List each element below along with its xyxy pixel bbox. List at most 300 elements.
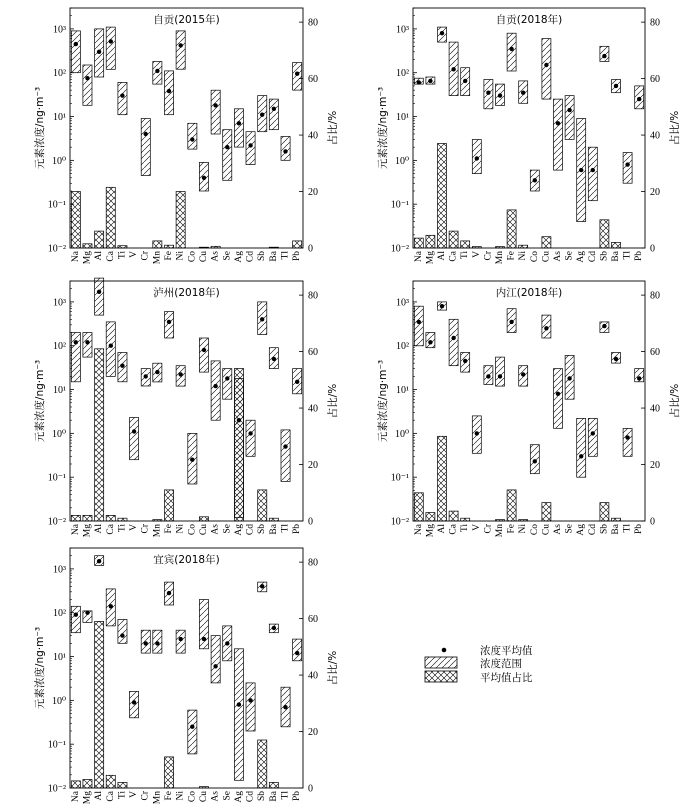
y-tick-label: 10⁻²	[47, 243, 66, 255]
range-box	[246, 132, 255, 165]
x-category-label: Sb	[257, 251, 268, 262]
mean-point	[167, 591, 171, 595]
x-category-label: Ba	[268, 524, 279, 535]
y-tick-label: 10²	[53, 608, 66, 620]
x-category-label: Ag	[233, 524, 244, 536]
range-box	[141, 119, 150, 176]
range-box	[449, 319, 458, 365]
range-box	[234, 649, 243, 781]
x-category-label: Ag	[576, 524, 587, 536]
x-category-label: Ca	[448, 524, 459, 535]
chart-panel-1	[33, 8, 339, 264]
mean-point	[213, 103, 217, 107]
mean-point	[451, 67, 455, 71]
mean-point	[74, 42, 78, 46]
x-category-label: Se	[564, 524, 575, 534]
y2-tick-label: 80	[650, 17, 660, 29]
y2-axis-label: 占比/%	[327, 383, 339, 419]
x-category-label: Ba	[268, 791, 279, 802]
range-box	[188, 710, 197, 754]
y-tick-label: 10¹	[53, 112, 66, 124]
x-category-label: Cd	[587, 524, 598, 536]
x-category-label: Sb	[257, 791, 268, 802]
share-bar	[106, 775, 115, 788]
x-category-label: V	[129, 251, 140, 258]
range-box	[246, 420, 255, 456]
chart-title: 泸州(2018年)	[153, 287, 220, 299]
y-tick-label: 10⁰	[394, 428, 409, 440]
x-category-label: Na	[413, 251, 424, 263]
share-bar	[153, 241, 162, 248]
mean-point	[417, 80, 421, 84]
share-bar	[165, 757, 174, 788]
x-category-label: Fe	[164, 791, 175, 801]
mean-point	[225, 145, 229, 149]
mean-point	[533, 459, 537, 463]
x-category-label: Cu	[541, 524, 552, 536]
share-bar	[449, 511, 458, 521]
mean-point	[486, 374, 490, 378]
mean-point	[120, 364, 124, 368]
x-category-label: Mn	[152, 251, 163, 265]
mean-point	[260, 113, 264, 117]
range-box	[71, 333, 80, 382]
mean-point	[295, 651, 299, 655]
range-box	[293, 63, 302, 91]
range-box	[623, 153, 632, 184]
range-box	[118, 82, 127, 114]
y-tick-label: 10³	[53, 24, 66, 36]
share-bar	[106, 515, 115, 521]
range-box	[176, 31, 185, 69]
share-bar	[199, 517, 208, 521]
x-category-label: Tl	[280, 791, 291, 800]
range-box	[83, 333, 92, 358]
x-category-label: Ti	[117, 791, 128, 800]
mean-point	[260, 584, 264, 588]
mean-point	[475, 431, 479, 435]
mean-point	[486, 91, 490, 95]
share-bar	[258, 740, 267, 788]
mean-point	[120, 93, 124, 97]
mean-point	[428, 79, 432, 83]
mean-point	[295, 72, 299, 76]
mean-point	[417, 320, 421, 324]
share-bar	[461, 241, 470, 248]
x-category-label: V	[471, 251, 482, 258]
x-category-label: Mn	[152, 791, 163, 805]
x-category-label: Ni	[175, 524, 186, 534]
mean-point	[237, 121, 241, 125]
share-bar	[438, 144, 447, 249]
x-category-label: Fe	[164, 524, 175, 534]
range-box	[234, 109, 243, 147]
range-box	[223, 369, 232, 400]
mean-point	[179, 637, 183, 641]
mean-point	[283, 149, 287, 153]
x-category-label: Co	[187, 251, 198, 263]
y2-tick-label: 0	[650, 243, 655, 255]
range-box	[118, 620, 127, 644]
y2-axis-label: 占比/%	[669, 383, 681, 419]
share-bar	[507, 490, 516, 521]
x-category-label: Fe	[506, 524, 517, 534]
share-bar	[426, 513, 435, 522]
mean-point	[498, 374, 502, 378]
mean-point	[190, 725, 194, 729]
mean-point	[109, 39, 113, 43]
x-category-label: V	[471, 524, 482, 531]
x-category-label: Ni	[175, 791, 186, 801]
range-box	[554, 369, 563, 429]
y-tick-label: 10⁻¹	[47, 199, 66, 211]
y-tick-label: 10²	[53, 68, 66, 80]
mean-point	[260, 317, 264, 321]
x-category-label: Ca	[448, 251, 459, 262]
mean-point	[248, 698, 252, 702]
share-bar	[165, 490, 174, 521]
y-axis-label: 元素浓度/ng·m⁻³	[34, 626, 46, 710]
legend-range-swatch	[425, 657, 457, 668]
range-box	[130, 418, 139, 460]
mean-point	[463, 359, 467, 363]
chart-panel-5	[33, 548, 339, 804]
range-box	[106, 322, 115, 377]
x-category-label: Cu	[198, 524, 209, 536]
x-category-label: Tl	[622, 251, 633, 260]
mean-point	[544, 63, 548, 67]
y-tick-label: 10⁻¹	[390, 472, 409, 484]
x-category-label: Cr	[140, 251, 151, 261]
share-bar	[438, 436, 447, 521]
range-box	[554, 99, 563, 170]
y-tick-label: 10¹	[53, 652, 66, 664]
x-category-label: Ti	[460, 524, 471, 533]
mean-point	[97, 50, 101, 54]
y2-tick-label: 0	[308, 516, 313, 528]
x-category-label: Al	[94, 524, 105, 534]
mean-point	[155, 641, 159, 645]
plot-frame	[413, 281, 645, 521]
share-bar	[95, 231, 104, 248]
x-category-label: Se	[222, 251, 233, 261]
mean-point	[225, 641, 229, 645]
x-category-label: Cd	[587, 251, 598, 263]
mean-point	[591, 431, 595, 435]
share-bar	[118, 782, 127, 788]
mean-point	[179, 372, 183, 376]
range-box	[130, 691, 139, 717]
y2-tick-label: 20	[650, 187, 660, 199]
mean-point	[248, 143, 252, 147]
x-category-label: Al	[437, 524, 447, 534]
x-category-label: Ba	[268, 251, 279, 262]
x-category-label: Tl	[280, 251, 291, 260]
y-tick-label: 10³	[396, 297, 409, 309]
legend-share-swatch	[425, 671, 457, 682]
x-category-label: Cu	[541, 251, 552, 263]
mean-point	[132, 700, 136, 704]
x-category-label: Na	[70, 791, 81, 803]
y2-tick-label: 20	[650, 460, 660, 472]
chart-title: 自贡(2015年)	[153, 14, 220, 26]
x-category-label: Pb	[634, 251, 645, 262]
mean-point	[190, 137, 194, 141]
y-tick-label: 10⁰	[51, 428, 66, 440]
x-category-label: Ag	[233, 791, 244, 803]
share-bar	[176, 192, 185, 249]
y-tick-label: 10³	[53, 297, 66, 309]
range-box	[281, 137, 290, 161]
mean-point	[85, 611, 89, 615]
mean-point	[179, 43, 183, 47]
x-category-label: Co	[529, 524, 540, 536]
x-category-label: Al	[94, 251, 105, 261]
y-axis-label: 元素浓度/ng·m⁻³	[34, 359, 46, 443]
range-box	[577, 418, 586, 477]
mean-point	[248, 431, 252, 435]
mean-point	[283, 705, 287, 709]
range-box	[95, 278, 104, 315]
mean-point	[144, 132, 148, 136]
y-axis-label: 元素浓度/ng·m⁻³	[34, 86, 46, 170]
range-box	[293, 639, 302, 661]
y2-tick-label: 40	[650, 130, 660, 142]
share-bar	[449, 231, 458, 248]
y2-tick-label: 60	[308, 74, 318, 86]
range-box	[223, 130, 232, 181]
x-category-label: Ba	[611, 251, 621, 262]
y-tick-label: 10⁻¹	[47, 739, 66, 751]
mean-point	[556, 392, 560, 396]
share-bar	[414, 493, 423, 521]
share-bar	[83, 515, 92, 521]
mean-point	[167, 89, 171, 93]
range-box	[211, 361, 220, 420]
y-tick-label: 10⁻²	[390, 516, 409, 528]
y-tick-label: 10⁰	[394, 155, 409, 167]
mean-point	[237, 418, 241, 422]
mean-point	[591, 168, 595, 172]
y-tick-label: 10⁻¹	[47, 472, 66, 484]
y-tick-label: 10⁻²	[47, 516, 66, 528]
mean-point	[155, 370, 159, 374]
chart-title: 自贡(2018年)	[495, 14, 563, 26]
x-category-label: Ti	[117, 524, 128, 533]
mean-point	[556, 121, 560, 125]
legend-mean-label: 浓度平均值	[480, 645, 533, 657]
y-tick-label: 10¹	[396, 385, 409, 397]
y-tick-label: 10¹	[396, 112, 409, 124]
mean-point	[109, 344, 113, 348]
mean-point	[579, 454, 583, 458]
mean-point	[463, 79, 467, 83]
range-box	[199, 600, 208, 649]
y2-tick-label: 60	[308, 347, 318, 359]
mean-point	[602, 324, 606, 328]
mean-point	[521, 372, 525, 376]
mean-point	[202, 637, 206, 641]
y2-axis-label: 占比/%	[327, 110, 339, 146]
x-category-label: Ba	[611, 524, 621, 535]
x-category-label: Cr	[140, 524, 151, 534]
mean-point	[440, 31, 444, 35]
x-category-label: Co	[187, 791, 198, 803]
plot-frame	[70, 8, 303, 248]
y2-tick-label: 40	[650, 403, 660, 415]
y2-axis-label: 占比/%	[327, 650, 339, 686]
share-bar	[507, 210, 516, 248]
range-box	[496, 357, 505, 386]
y-tick-label: 10⁰	[51, 695, 66, 707]
share-bar	[414, 238, 423, 248]
x-category-label: Co	[529, 251, 540, 263]
x-category-label: Ag	[233, 251, 244, 263]
mean-point	[74, 340, 78, 344]
range-box	[165, 312, 174, 338]
x-category-label: Pb	[292, 251, 303, 262]
y2-tick-label: 0	[308, 243, 313, 255]
y2-tick-label: 80	[308, 557, 318, 569]
share-bar	[542, 503, 551, 521]
share-bar	[600, 220, 609, 248]
x-category-label: Se	[222, 524, 233, 534]
x-category-label: Mg	[82, 791, 93, 805]
share-bar	[95, 621, 104, 788]
x-category-label: Ca	[105, 524, 116, 535]
mean-point	[144, 374, 148, 378]
mean-point	[213, 384, 217, 388]
mean-point	[97, 559, 101, 563]
x-category-label: Pb	[292, 791, 303, 802]
x-category-label: Cd	[245, 251, 256, 263]
y2-tick-label: 0	[650, 516, 655, 528]
mean-point	[533, 178, 537, 182]
mean-point	[167, 320, 171, 324]
y2-tick-label: 40	[308, 403, 318, 415]
x-category-label: Se	[222, 791, 233, 801]
x-category-label: Mg	[425, 251, 436, 265]
mean-point	[213, 664, 217, 668]
x-category-label: V	[129, 791, 140, 798]
range-box	[106, 27, 115, 69]
x-category-label: Tl	[280, 524, 291, 533]
mean-point	[74, 613, 78, 617]
mean-point	[120, 633, 124, 637]
y-tick-label: 10²	[53, 341, 66, 353]
x-category-label: Mg	[425, 524, 436, 538]
range-box	[211, 90, 220, 134]
mean-point	[272, 357, 276, 361]
y2-tick-label: 80	[308, 290, 318, 302]
mean-point	[283, 444, 287, 448]
x-category-label: Ca	[105, 791, 116, 802]
y-tick-label: 10³	[396, 24, 409, 36]
legend-mean-marker	[442, 648, 447, 653]
range-box	[588, 418, 597, 456]
range-box	[507, 33, 516, 71]
x-category-label: Na	[70, 251, 81, 263]
share-bar	[258, 490, 267, 521]
x-category-label: Sb	[599, 251, 610, 262]
y2-tick-label: 60	[650, 74, 660, 86]
share-bar	[600, 503, 609, 521]
mean-point	[85, 340, 89, 344]
y2-tick-label: 20	[308, 460, 318, 472]
x-category-label: Ca	[105, 251, 116, 262]
mean-point	[521, 91, 525, 95]
x-category-label: Se	[564, 251, 575, 261]
y2-tick-label: 40	[308, 670, 318, 682]
mean-point	[614, 84, 618, 88]
x-category-label: Na	[70, 524, 81, 536]
y2-tick-label: 20	[308, 187, 318, 199]
mean-point	[132, 429, 136, 433]
range-box	[199, 338, 208, 372]
mean-point	[544, 326, 548, 330]
share-bar	[83, 244, 92, 248]
mean-point	[190, 458, 194, 462]
share-bar	[71, 781, 80, 788]
mean-point	[272, 626, 276, 630]
plot-frame	[70, 281, 303, 521]
x-category-label: Ti	[117, 251, 128, 260]
mean-point	[625, 435, 629, 439]
panels	[33, 8, 681, 804]
x-category-label: Mn	[495, 251, 505, 265]
y-axis-label: 元素浓度/ng·m⁻³	[377, 359, 389, 443]
mean-point	[85, 76, 89, 80]
x-category-label: Cr	[140, 791, 151, 801]
chart-title: 宜宾(2018年)	[153, 554, 220, 566]
legend-share-label: 平均值占比	[480, 672, 533, 684]
x-category-label: Al	[94, 791, 105, 801]
chart-panel-2	[376, 8, 681, 264]
range-box	[71, 31, 80, 73]
y2-tick-label: 60	[650, 347, 660, 359]
x-category-label: Co	[187, 524, 198, 536]
mean-point	[109, 604, 113, 608]
x-category-label: Na	[413, 524, 424, 536]
chart-title: 内江(2018年)	[495, 287, 563, 299]
mean-point	[225, 376, 229, 380]
mean-point	[509, 47, 513, 51]
share-bar	[95, 349, 104, 521]
mean-point	[97, 290, 101, 294]
x-category-label: Ag	[576, 251, 587, 263]
x-category-label: Cd	[245, 791, 256, 803]
share-bar	[612, 242, 621, 248]
mean-point	[440, 304, 444, 308]
mean-point	[637, 97, 641, 101]
x-category-label: As	[210, 791, 221, 802]
range-box	[281, 430, 290, 482]
share-bar	[71, 515, 80, 521]
y2-tick-label: 80	[650, 290, 660, 302]
mean-point	[625, 162, 629, 166]
range-box	[71, 606, 80, 632]
y2-axis-label: 占比/%	[669, 110, 681, 146]
x-category-label: Mn	[152, 524, 163, 538]
share-bar	[71, 192, 80, 249]
y-tick-label: 10⁰	[51, 155, 66, 167]
mean-point	[614, 357, 618, 361]
share-bar	[269, 782, 278, 788]
range-box	[588, 147, 597, 201]
range-box	[211, 636, 220, 683]
mean-point	[155, 69, 159, 73]
y-tick-label: 10⁻¹	[390, 199, 409, 211]
